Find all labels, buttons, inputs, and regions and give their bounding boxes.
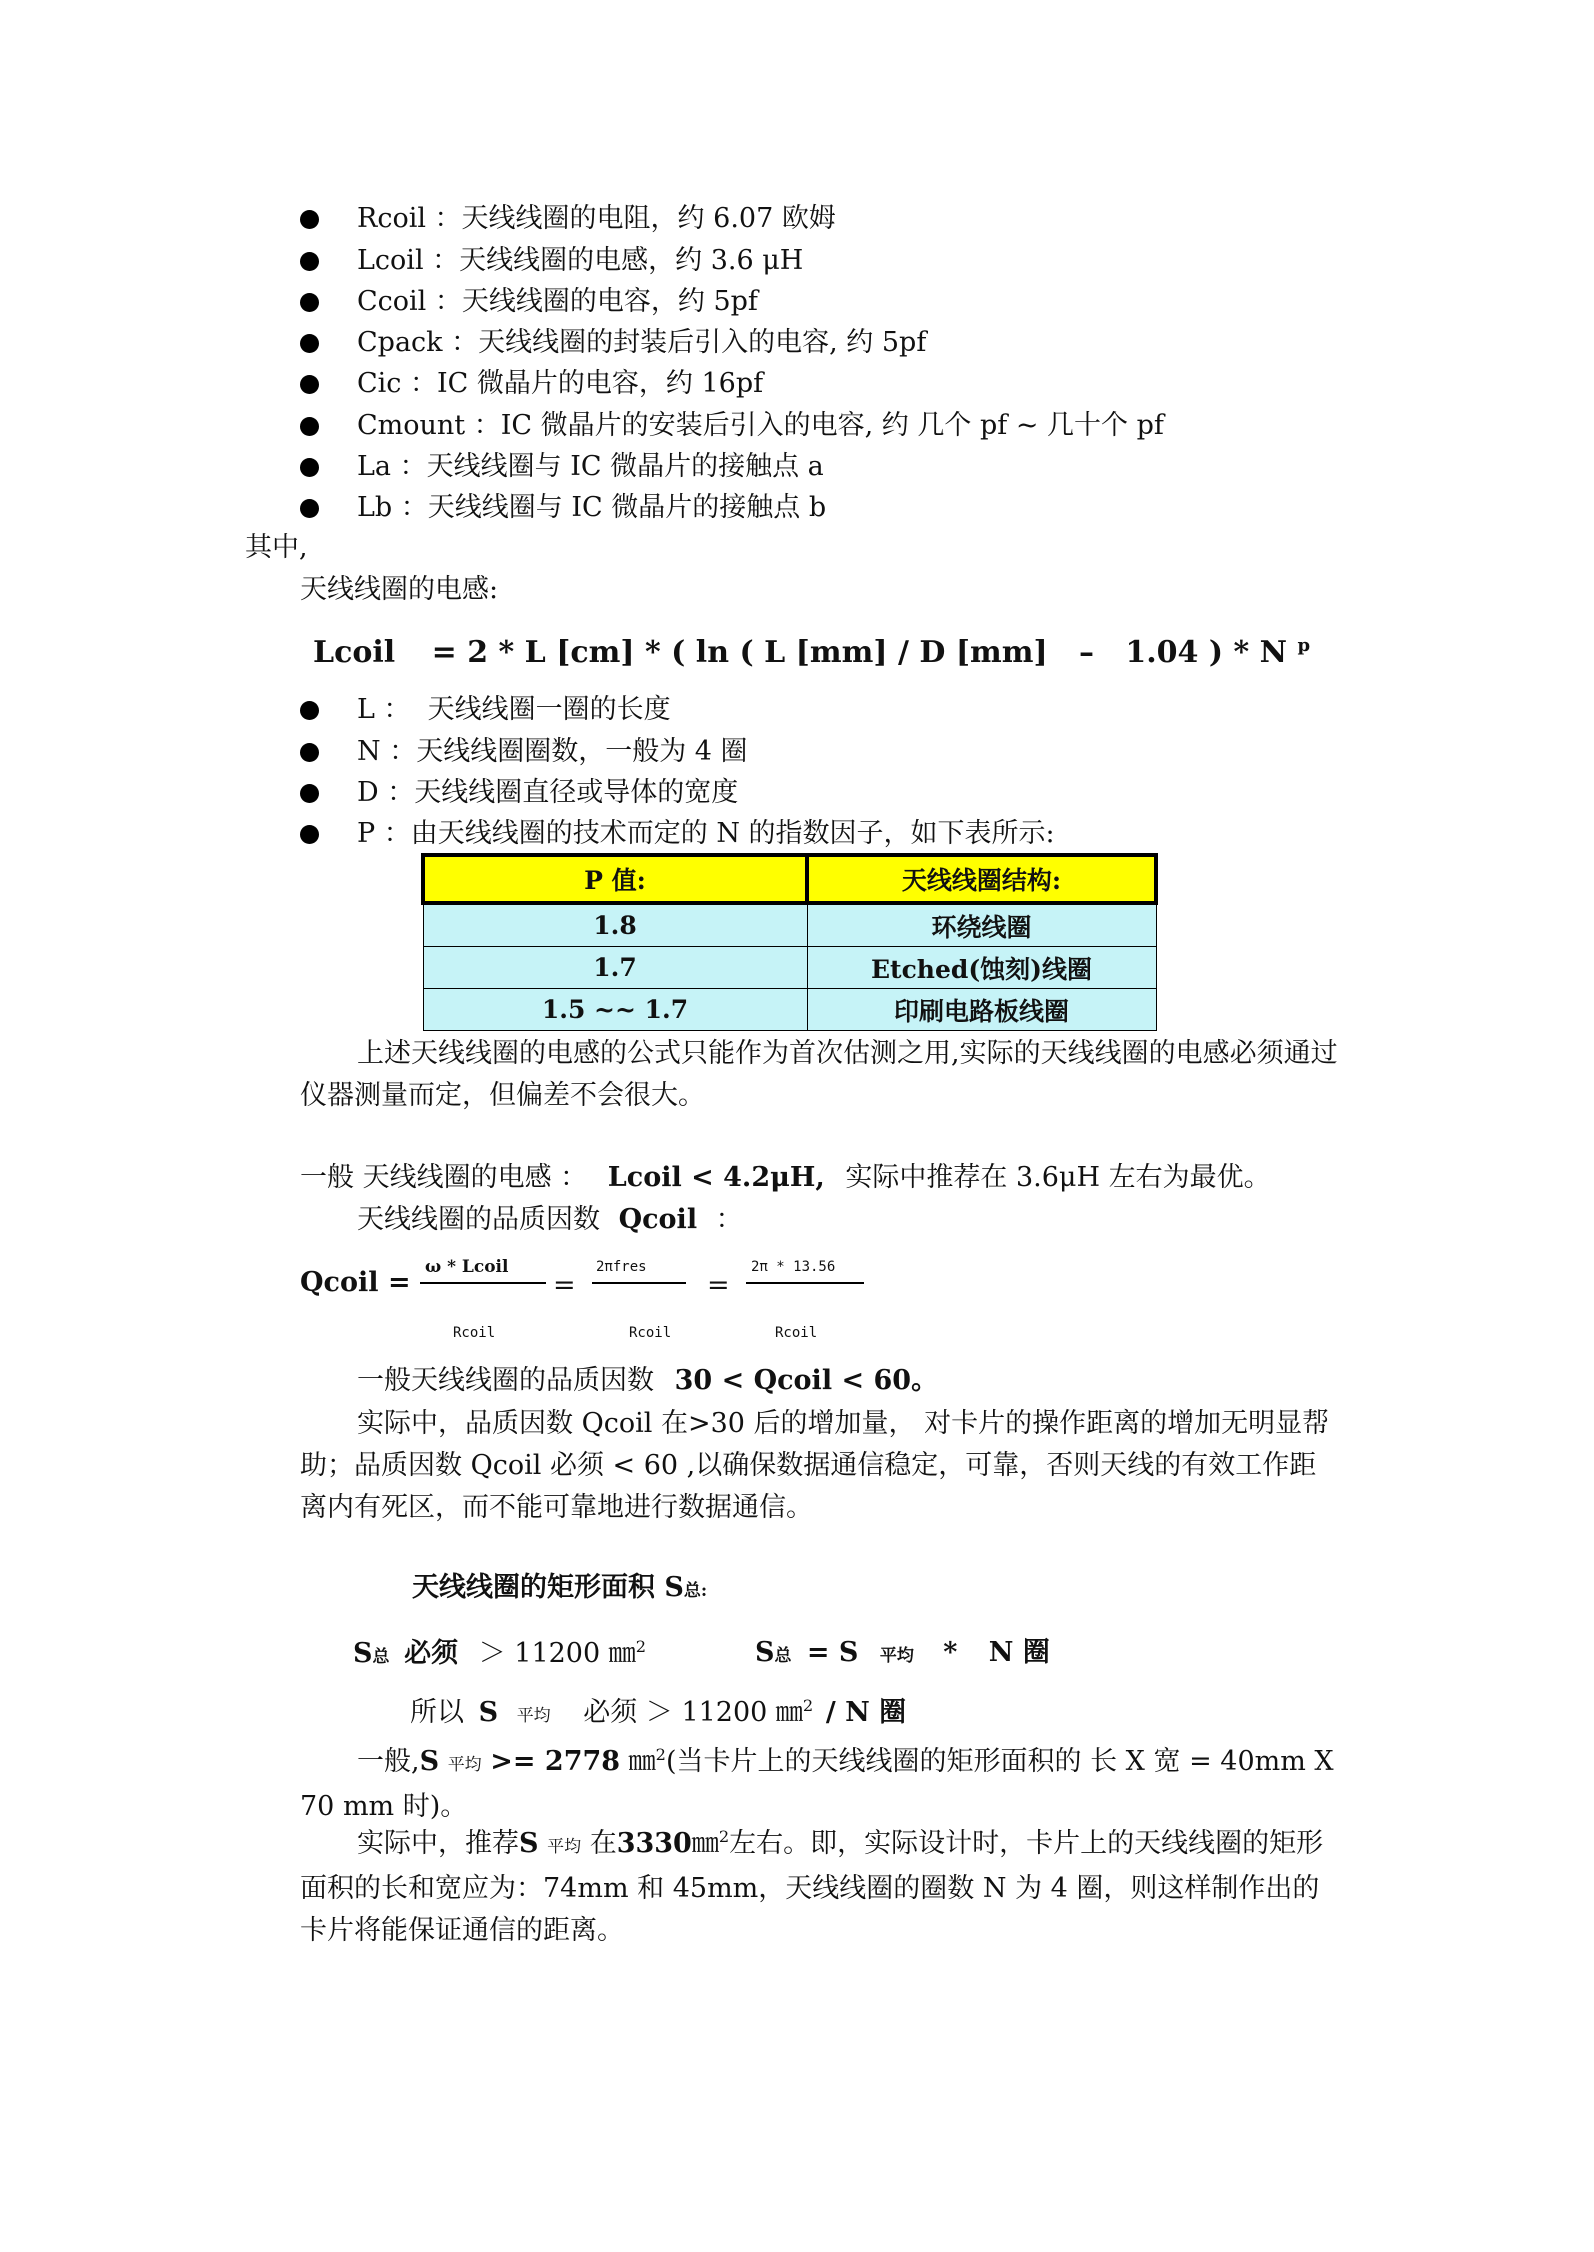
bullet-icon (300, 334, 319, 353)
estimate-paragraph: 上述天线线圈的电感的公式只能作为首次估测之用,实际的天线线圈的电感必须通过仪器测量而定，但偏差不会很大。 (300, 1038, 1338, 1111)
fraction-denominator: Rcoil (629, 1325, 672, 1341)
bullet-icon (300, 252, 319, 271)
table-cell: 环绕线圈 (807, 903, 1156, 947)
q-formula-equals: = (707, 1270, 730, 1301)
table-cell: 1.8 (423, 903, 807, 947)
area-title: 天线线圈的矩形面积 S总: (412, 1572, 708, 1603)
fraction-denominator: Rcoil (775, 1325, 818, 1341)
fraction-line (592, 1282, 686, 1284)
table-cell: 印刷电路板线圈 (807, 989, 1156, 1031)
p-value-table (421, 853, 1158, 1031)
area-so: 所以 S 平均 必须 ＞ 11200 ㎜$^2$ / N 圈 (410, 1696, 907, 1728)
qizhong-label: 其中, (245, 532, 308, 563)
bullet-icon (300, 499, 319, 518)
formula-rhs: = 2 * L [cm] * ( ln ( L [mm] / D [mm] – 1.04 ) * N (431, 635, 1288, 670)
q-formula-lhs: Qcoil (300, 1267, 379, 1298)
formula-exponent: p (1297, 635, 1311, 656)
q-factor-title: 天线线圈的品质因数 Qcoil ： (357, 1204, 743, 1235)
bullet-icon (300, 825, 319, 844)
bullet-icon (300, 701, 319, 720)
bullet-icon (300, 417, 319, 436)
fraction-numerator: 2π * 13.56 (751, 1259, 836, 1275)
bullet-icon (300, 743, 319, 762)
fraction-numerator: 2πfres (596, 1259, 647, 1275)
table-cell: 1.7 (423, 947, 807, 989)
inductance-recommendation: 一般 天线线圈的电感 ： Lcoil < 4.2μH, 实际中推荐在 3.6μH 左右为最优。 (300, 1162, 1271, 1193)
table-header-cell: 天线线圈结构: (807, 855, 1156, 903)
fraction-line (746, 1282, 864, 1284)
practice-paragraph: 实际中，推荐S 平均 在3330㎜$^2$左右。即，实际设计时，卡片上的天线线圈的矩形面积的长和宽应为：74mm 和 45mm，天线线圈的圈数 N 为 4 圈，则这样制作出的卡片将能保证通信的距离。 (300, 1827, 1324, 1946)
fraction-line (420, 1282, 546, 1284)
q-range: 一般天线线圈的品质因数 30 < Qcoil < 60。 (357, 1365, 939, 1396)
bullet-icon (300, 458, 319, 477)
fraction-numerator: ω * Lcoil (425, 1257, 509, 1277)
area-requirement: S总 必须 ＞ 11200 ㎜$^2$ (353, 1637, 647, 1669)
area-equation: S总 = S 平均 * N 圈 (755, 1637, 1050, 1668)
formula-lhs: Lcoil (313, 635, 396, 670)
q-formula-equals: = (388, 1267, 411, 1298)
bullet-icon (300, 375, 319, 394)
bullet-icon (300, 784, 319, 803)
q-paragraph: 实际中，品质因数 Qcoil 在>30 后的增加量， 对卡片的操作距离的增加无明显帮助；品质因数 Qcoil 必须 < 60 ,以确保数据通信稳定，可靠，否则天线的有效工作距离内有死区，而不能可靠地进行数据通信。 (300, 1408, 1330, 1523)
general-area-paragraph: 一般,S 平均 >= 2778 ㎜$^2$(当卡片上的天线线圈的矩形面积的 长 X 宽 = 40mm X 70 mm 时)。 (300, 1745, 1334, 1822)
fraction-denominator: Rcoil (453, 1325, 496, 1341)
bullet-icon (300, 210, 319, 229)
inductance-formula (313, 635, 1310, 671)
table-cell: Etched(蚀刻)线圈 (807, 947, 1156, 989)
table-cell: 1.5 ~~ 1.7 (423, 989, 807, 1031)
table-header-row (423, 855, 1156, 903)
table-row (423, 989, 1156, 1031)
bullet-icon (300, 293, 319, 312)
q-formula-equals: = (553, 1270, 576, 1301)
table-header-cell: P 值: (423, 855, 807, 903)
inductance-title: 天线线圈的电感: (300, 574, 499, 605)
document-page: Rcoil ：天线线圈的电阻，约 6.07 欧姆 Lcoil ：天线线圈的电感，约 3.6 μH Ccoil ：天线线圈的电容，约 5pf Cpack ：天线线圈的封装后引入的电容, 约 5pf Cic ：IC 微晶片的电容，约 16pf Cmount ：IC 微晶片的安装后引入的电容, 约 几个 pf ~ 几十个 pf La ：天线线圈与 IC 微晶片的接触点 a Lb ：天线线圈与 IC 微晶片的接触点 b 其中, 天线线圈的电感: Lcoil = 2 * L [cm] * ( ln ( L [mm] / D [mm] – 1.04 ) * N $^p$ L ： 天线线圈一圈的长度 N ：天线线圈圈数，一般为 4 圈 D ：天线线圈直径或导体的宽度 P ：由天线线圈的技术而定的 N 的指数因子，如下表所示: P 值: 天线线圈结构: 1.8 环绕线圈 1.7 Etched(蚀刻)线圈 1.5 ~~ 1.7 印刷电路板线圈 上述天线线圈的电感的公式只能作为首次估测之用,实际的天线线圈的电感必须通过仪器测量而定，但偏差不会很大。 一般 天线线圈的电感 ： Lcoil < 4.2μH, 实际中推荐在 3.6μH 左右为最优。 天线线圈的品质因数 Qcoil ： Qcoil = ω * Lcoil Rcoil = 2πfres Rcoil = 2π * 13.56 Rcoil 一般天线线圈的品质因数 30 < Qcoil < 60。 实际中，品质因数 Qcoil 在>30 后的增加量， 对卡片的操作距离的增加无明显帮助；品质因数 Qcoil 必须 < 60 ,以确保数据通信稳定，可靠，否则天线的有效工作距离内有死区，而不能可靠地进行数据通信。 天线线圈的矩形面积 S总: S总 必须 ＞ 11200 ㎜$^2$ S总 = S 平均 * N 圈 所以 S 平均 必须 ＞ 11200 ㎜$^2$ / N 圈 一般,S 平均 >= 2778 ㎜$^2$(当卡片上的天线线圈的矩形面积的 长 X 宽 = 40mm X 70 mm 时)。 实际中，推荐S 平均 在3330㎜$^2$左右。即，实际设计时，卡片上的天线线圈的矩形面积的长和宽应为：74mm 和 45mm，天线线圈的圈数 N 为 4 圈，则这样制作出的卡片将能保证通信的距离。 (0, 0, 1594, 2252)
table-row (423, 947, 1156, 989)
table-row (423, 903, 1156, 947)
